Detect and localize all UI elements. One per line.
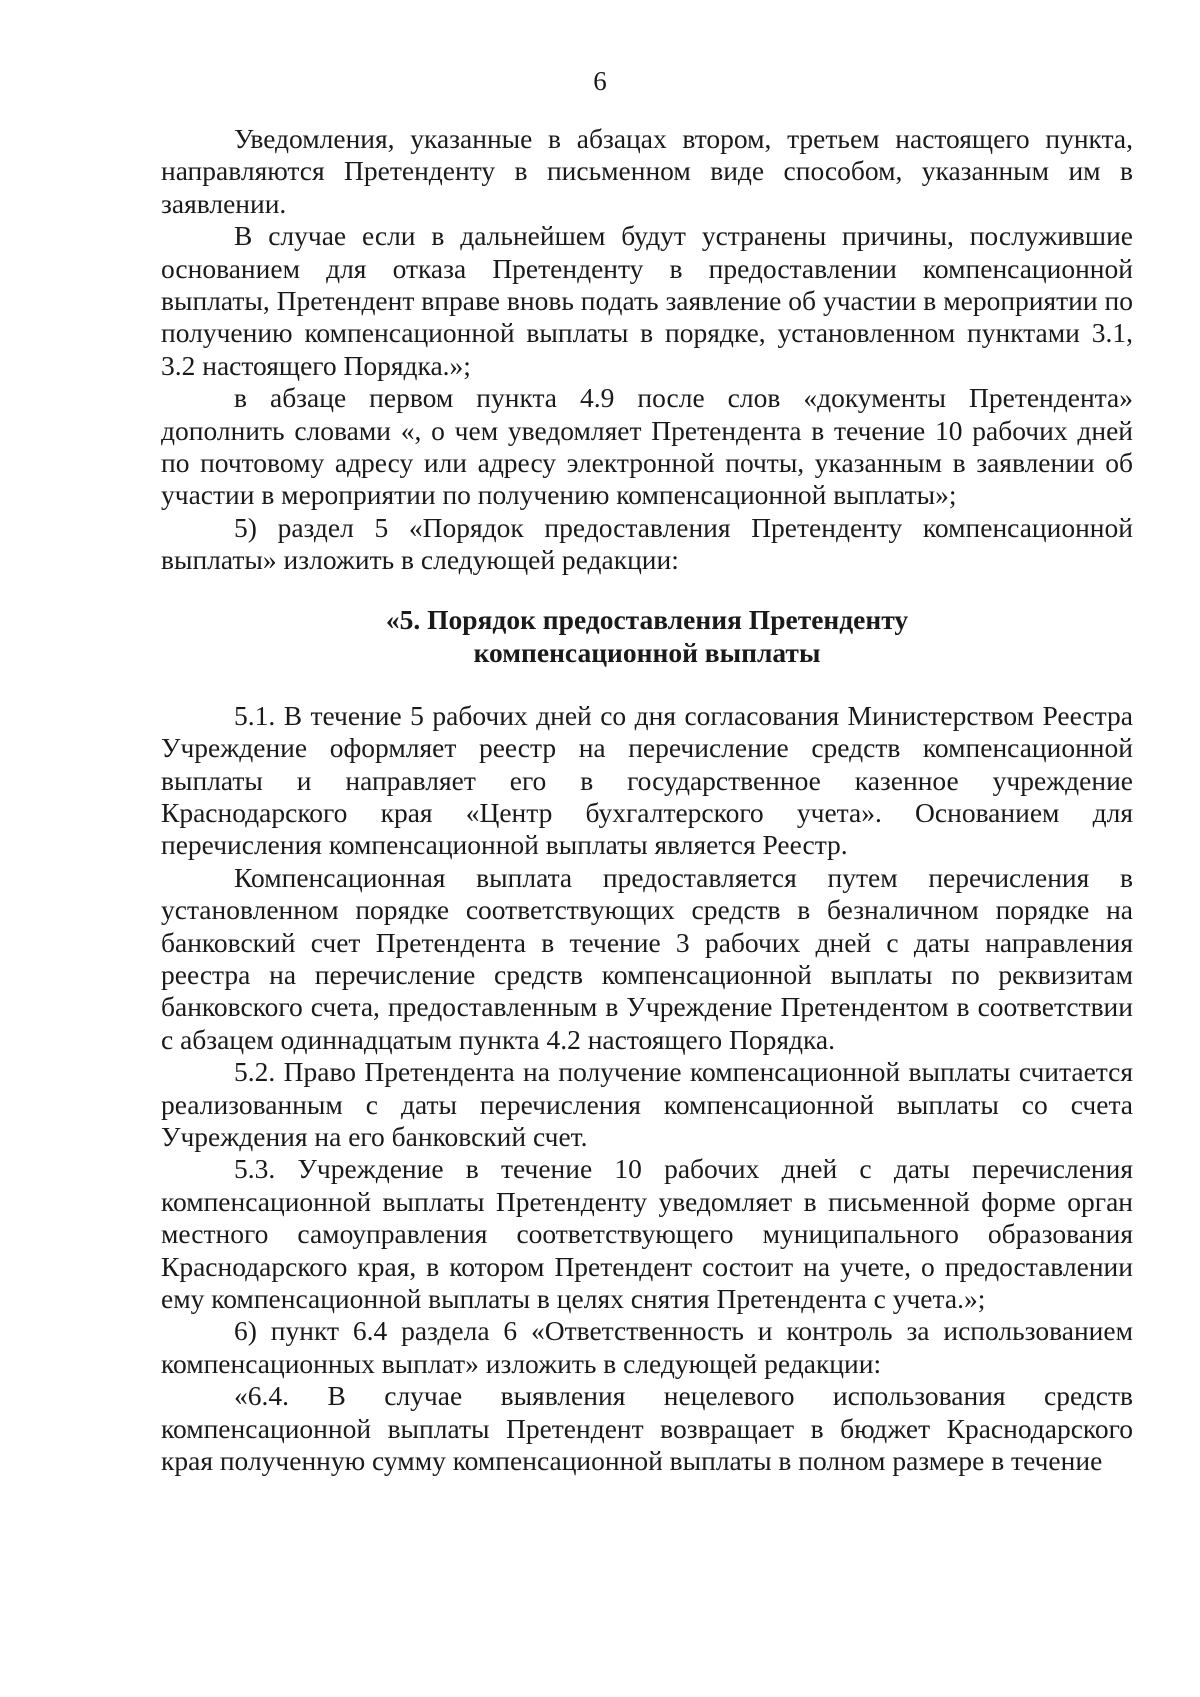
section-heading-line-2: компенсационной выплаты [473, 636, 821, 668]
section-heading-line-1: «5. Порядок предоставления Претенденту [385, 603, 909, 635]
paragraph-notifications: Уведомления, указанные в абзацах втором, третьем настоящего пункта, направляются Претенденту в письменном виде способом, указанным им в заявлении. [161, 123, 1133, 219]
page-number: 6 [593, 66, 607, 96]
paragraph-payment-transfer: Компенсационная выплата предоставляется путем перечисления в установленном порядке соответствующих средств в безналичном порядке на банковский счет Претендента в течение 3 рабочих дней с даты направления реестра на перечисление средств компенсационной выплаты по реквизитам банковского счета, предоставленным в Учреждение Претендентом в соответствии с абзацем одиннадцатым пункта 4.2 настоящего Порядка. [161, 861, 1133, 1055]
paragraph-amendment-4-9: в абзаце первом пункта 4.9 после слов «документы Претендента» дополнить словами «, о чем уведомляет Претендента в течение 10 рабочих дней по почтовому адресу или адресу электронной почты, указанным в заявлении об участии в мероприятии по получению компенсационной выплаты»; [161, 382, 1133, 511]
paragraph-amendment-6-4: 6) пункт 6.4 раздела 6 «Ответственность и контроль за использованием компенсационных выплат» изложить в следующей редакции: [161, 1315, 1133, 1379]
paragraph-amendment-section-5: 5) раздел 5 «Порядок предоставления Претенденту компенсационной выплаты» изложить в следующей редакции: [161, 511, 1133, 576]
paragraph-5-2: 5.2. Право Претендента на получение компенсационной выплаты считается реализованным с даты перечисления компенсационной выплаты со счета Учреждения на его банковский счет. [161, 1056, 1133, 1152]
paragraph-5-3: 5.3. Учреждение в течение 10 рабочих дней с даты перечисления компенсационной выплаты Претенденту уведомляет в письменной форме орган местного самоуправления соответствующего муниципального образования Краснодарского края, в котором Претендент состоит на учете, о предоставлении ему компенсационной выплаты в целях снятия Претендента с учета.»; [161, 1153, 1133, 1314]
paragraph-5-1: 5.1. В течение 5 рабочих дней со дня согласования Министерством Реестра Учреждение оформляет реестр на перечисление средств компенсационной выплаты и направляет его в государственное казенное учреждение Краснодарского края «Центр бухгалтерского учета». Основанием для перечисления компенсационной выплаты является Реестр. [161, 699, 1133, 861]
document-body [161, 123, 1133, 1477]
section-heading [161, 603, 1133, 669]
paragraph-reapply: В случае если в дальнейшем будут устранены причины, послужившие основанием для отказа Претенденту в предоставлении компенсационной выплаты, Претендент вправе вновь подать заявление об участии в мероприятии по получению компенсационной выплаты в порядке, установленном пунктами 3.1, 3.2 настоящего Порядка.»; [161, 220, 1133, 381]
paragraph-6-4: «6.4. В случае выявления нецелевого использования средств компенсационной выплаты Претендент возвращает в бюджет Краснодарского края полученную сумму компенсационной выплаты в полном размере в течение [161, 1380, 1133, 1477]
